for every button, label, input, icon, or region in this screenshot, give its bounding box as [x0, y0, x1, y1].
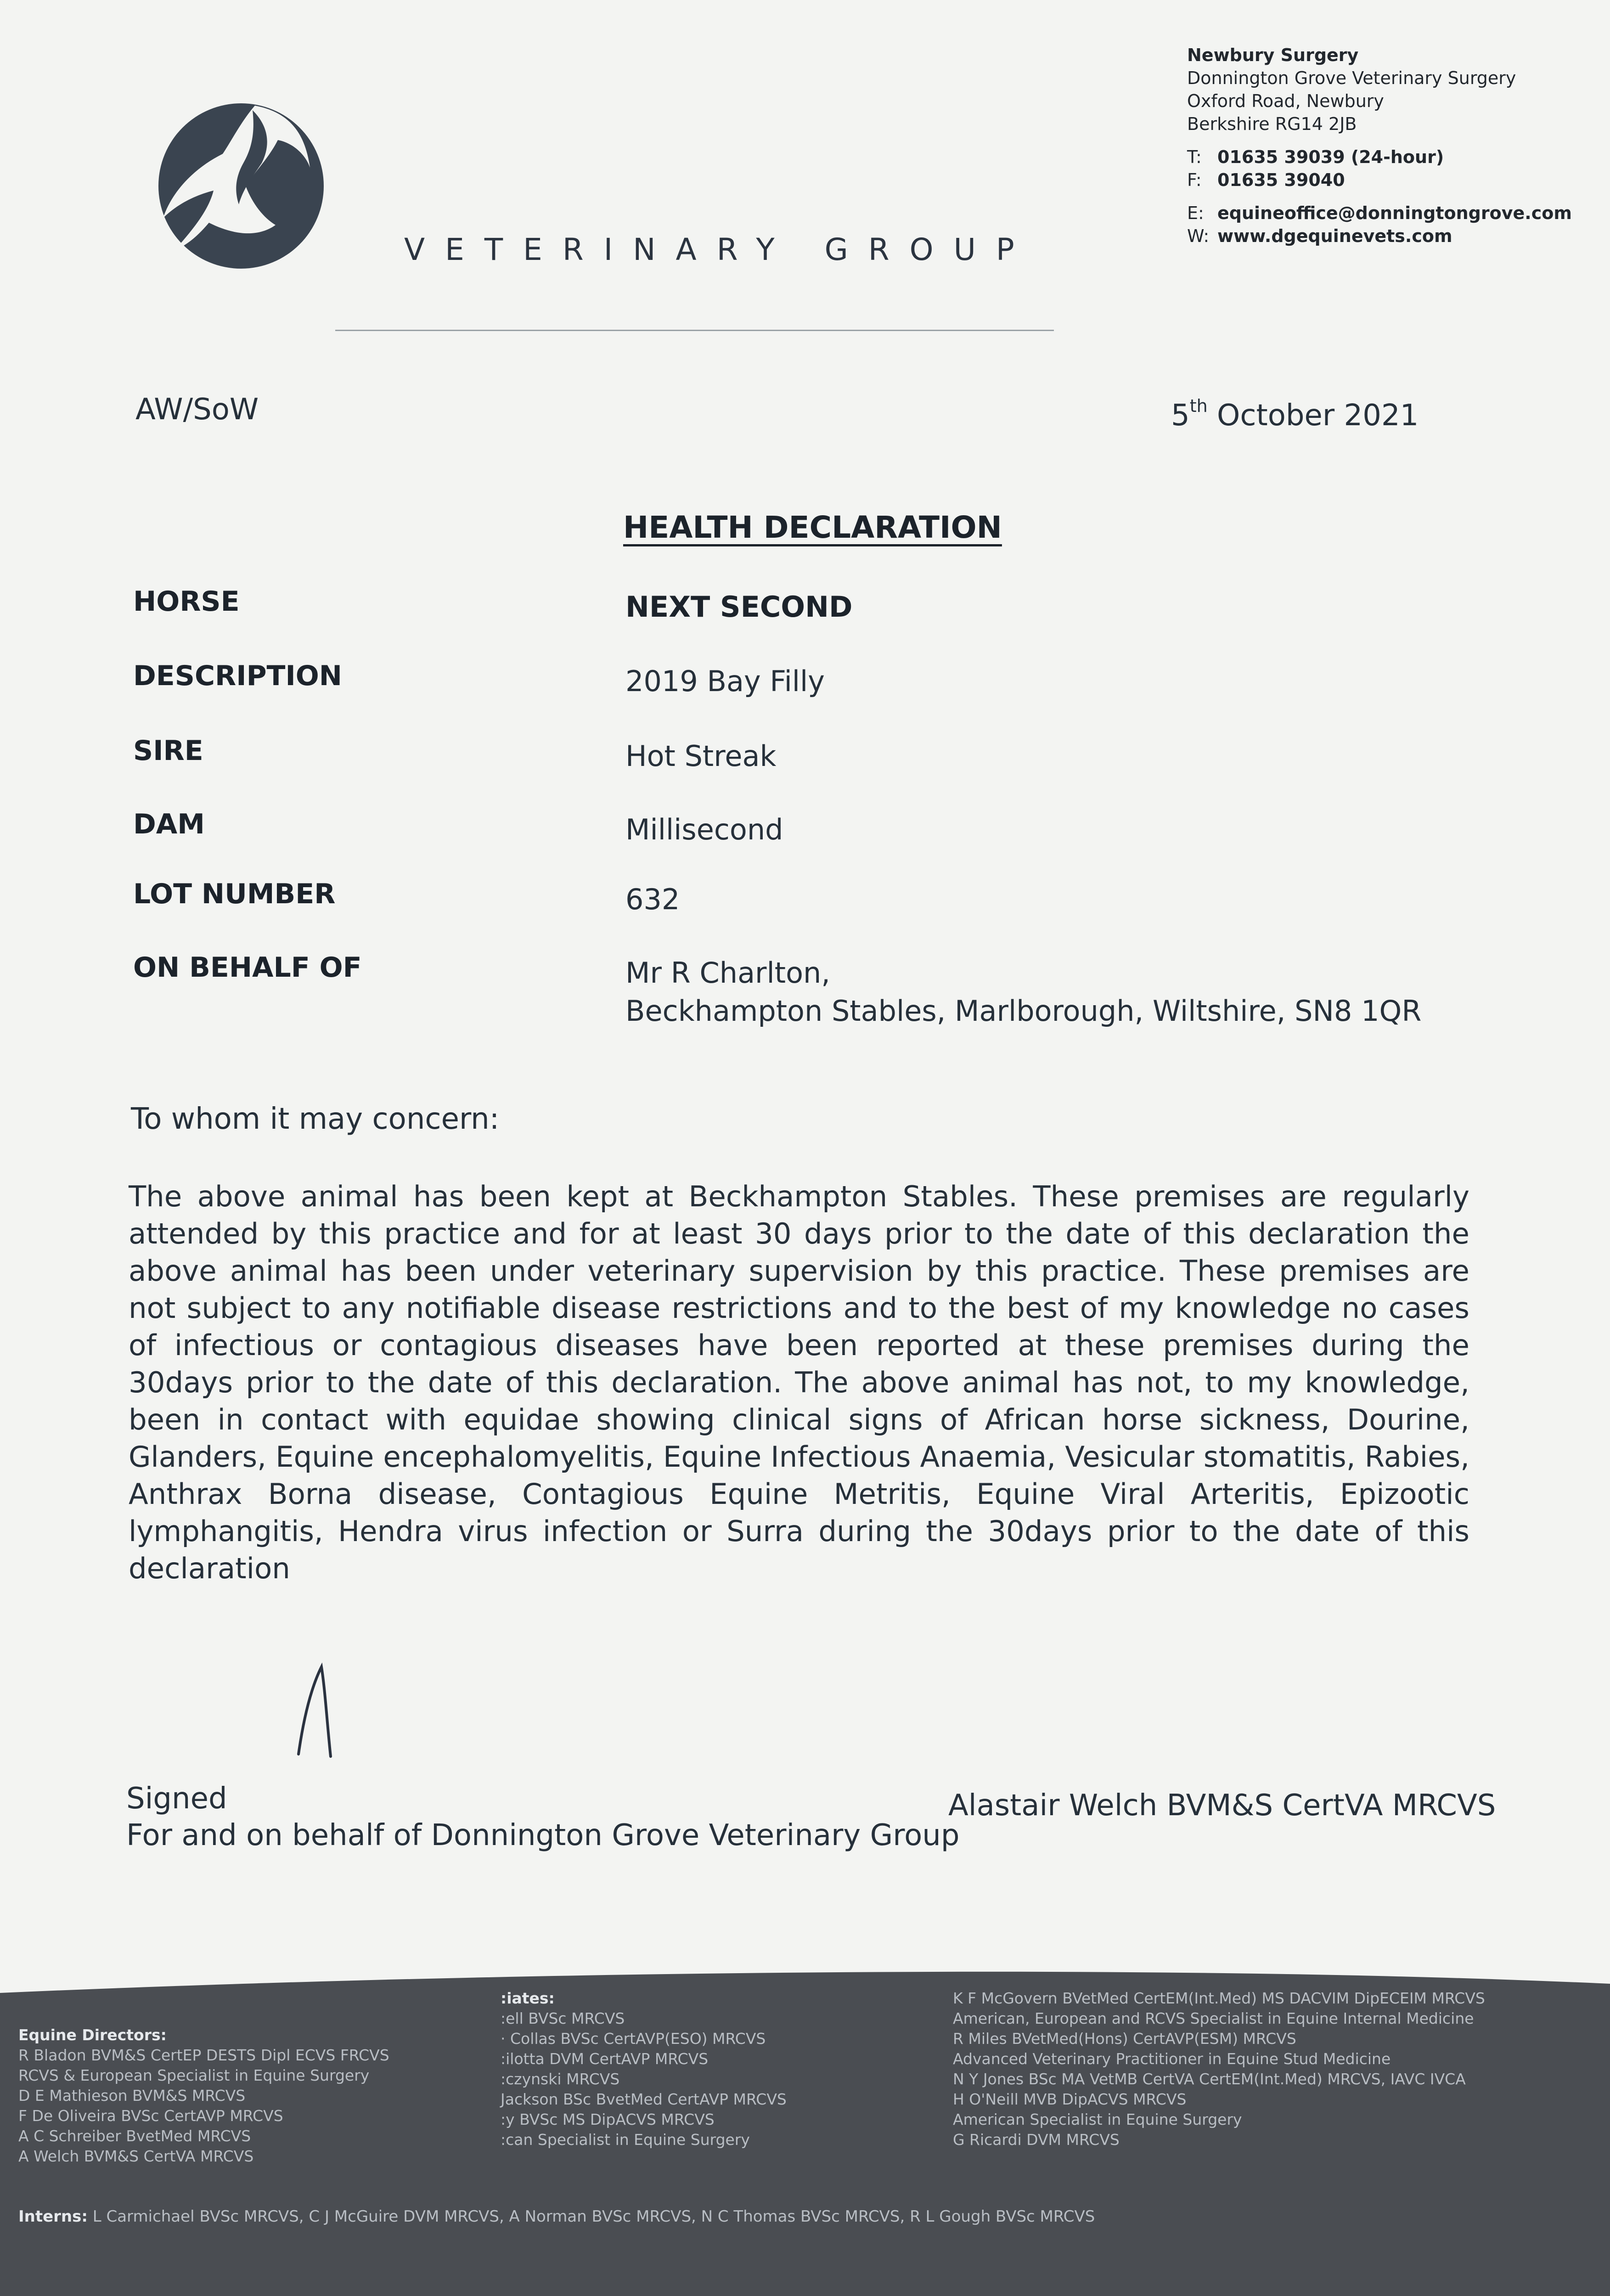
sire-value: Hot Streak — [625, 739, 777, 773]
associates-heading: :iates: — [501, 1989, 555, 2007]
footer-directors — [18, 2025, 389, 2167]
associate-line: :y BVSc MS DipACVS MRCVS — [501, 2110, 715, 2128]
signed-label: Signed — [126, 1782, 227, 1816]
director-line: R Bladon BVM&S CertEP DESTS Dipl ECVS FRCVS — [18, 2046, 389, 2064]
signature — [285, 1662, 344, 1759]
address-line-3: Berkshire RG14 2JB — [1187, 114, 1357, 134]
horse-value: NEXT SECOND — [625, 590, 853, 624]
address-line-2: Oxford Road, Newbury — [1187, 91, 1384, 111]
date-suffix: th — [1189, 396, 1208, 416]
fax-number: 01635 39040 — [1217, 170, 1345, 190]
signer-name: Alastair Welch BVM&S CertVA MRCVS — [948, 1789, 1496, 1823]
associate-line: Jackson BSc BvetMed CertAVP MRCVS — [501, 2090, 787, 2108]
horse-label: HORSE — [133, 585, 240, 618]
associate-line: :can Specialist in Equine Surgery — [501, 2131, 750, 2149]
footer-associates — [501, 1988, 787, 2150]
letter-date — [1171, 396, 1419, 433]
specialist-line: G Ricardi DVM MRCVS — [953, 2131, 1120, 2149]
footer — [0, 1965, 1610, 2296]
specialist-line: K F McGovern BVetMed CertEM(Int.Med) MS DACVIM DipECEIM MRCVS — [953, 1989, 1485, 2007]
footer-interns — [18, 2206, 1095, 2227]
group-name: VETERINARY GROUP — [404, 232, 1035, 267]
director-line: RCVS & European Specialist in Equine Surgery — [18, 2066, 370, 2084]
specialist-line: R Miles BVetMed(Hons) CertAVP(ESM) MRCVS — [953, 2030, 1296, 2048]
declaration-body: The above animal has been kept at Beckhampton Stables. These premises are regularly attended by this practice and for at least 30 days prior to the date of this declaration the above animal has been under veterinary supervision by this practice. These premises are not subject to any notifiable disease restrictions and to the best of my knowledge no cases of infectious or contagious diseases have been reported at these premises during the 30days prior to the date of this declaration. The above animal has not, to my knowledge, been in contact with equidae showing clinical signs of African horse sickness, Dourine, Glanders, Equine encephalomyelitis, Equine Infectious Anaemia, Vesicular stomatitis, Rabies, Anthrax Borna disease, Contagious Equine Metritis, Equine Viral Arteritis, Epizootic lymphangitis, Hendra virus infection or Surra during the 30days prior to the date of this declaration — [129, 1180, 1469, 1585]
directors-heading: Equine Directors: — [18, 2026, 167, 2044]
address-line-1: Donnington Grove Veterinary Surgery — [1187, 68, 1516, 88]
specialist-line: N Y Jones BSc MA VetMB CertVA CertEM(Int.Med) MRCVS, IAVC IVCA — [953, 2070, 1466, 2088]
surgery-name: Newbury Surgery — [1187, 45, 1359, 65]
date-month-year: October 2021 — [1217, 399, 1419, 433]
surgery-address — [1187, 44, 1572, 248]
description-label: DESCRIPTION — [133, 660, 343, 692]
lot-number-label: LOT NUMBER — [133, 878, 336, 910]
website — [1187, 225, 1572, 248]
specialist-line: American Specialist in Equine Surgery — [953, 2110, 1242, 2128]
specialist-line: American, European and RCVS Specialist in Equine Internal Medicine — [953, 2009, 1474, 2027]
tel-number: 01635 39039 (24-hour) — [1217, 147, 1444, 167]
greeting: To whom it may concern: — [131, 1102, 500, 1136]
lot-number-value: 632 — [625, 883, 680, 916]
footer-specialists — [953, 1988, 1485, 2150]
on-behalf-of-address: Beckhampton Stables, Marlborough, Wiltshire, SN8 1QR — [625, 994, 1422, 1028]
specialist-line: H O'Neill MVB DipACVS MRCVS — [953, 2090, 1187, 2108]
sire-label: SIRE — [133, 735, 203, 767]
dam-label: DAM — [133, 808, 205, 840]
email — [1187, 202, 1572, 225]
email-label: E: — [1187, 203, 1204, 223]
interns-heading: Interns: — [18, 2207, 88, 2226]
associate-line: :ell BVSc MRCVS — [501, 2009, 625, 2027]
director-line: F De Oliveira BVSc CertAVP MRCVS — [18, 2107, 283, 2125]
header-rule — [335, 330, 1054, 331]
date-day: 5 — [1171, 399, 1190, 433]
tel-label: T: — [1187, 147, 1202, 167]
associate-line: :czynski MRCVS — [501, 2070, 620, 2088]
interns-list: L Carmichael BVSc MRCVS, C J McGuire DVM MRCVS, A Norman BVSc MRCVS, N C Thomas BVSc MRCVS, R L Gough BVSc MRCVS — [92, 2207, 1095, 2226]
director-line: D E Mathieson BVM&S MRCVS — [18, 2087, 246, 2105]
web-label: W: — [1187, 226, 1210, 246]
on-behalf-of-label: ON BEHALF OF — [133, 951, 362, 984]
fax-label: F: — [1187, 170, 1202, 190]
on-behalf-of-value: Mr R Charlton, — [625, 956, 831, 990]
telephone — [1187, 146, 1572, 169]
specialist-line: Advanced Veterinary Practitioner in Equine Stud Medicine — [953, 2050, 1391, 2068]
fax — [1187, 169, 1572, 191]
email-address: equineoffice@donningtongrove.com — [1217, 203, 1572, 223]
director-line: A C Schreiber BvetMed MRCVS — [18, 2127, 251, 2145]
associate-line: :ilotta DVM CertAVP MRCVS — [501, 2050, 709, 2068]
director-line: A Welch BVM&S CertVA MRCVS — [18, 2147, 254, 2165]
dam-value: Millisecond — [625, 813, 783, 846]
page-title: HEALTH DECLARATION — [623, 510, 1002, 545]
web-address: www.dgequinevets.com — [1217, 226, 1452, 246]
on-behalf-line: For and on behalf of Donnington Grove Veterinary Group — [126, 1818, 960, 1852]
reference: AW/SoW — [135, 393, 259, 427]
logo-horse-head-icon — [154, 99, 328, 273]
associate-line: · Collas BVSc CertAVP(ESO) MRCVS — [501, 2030, 766, 2048]
description-value: 2019 Bay Filly — [625, 664, 825, 698]
